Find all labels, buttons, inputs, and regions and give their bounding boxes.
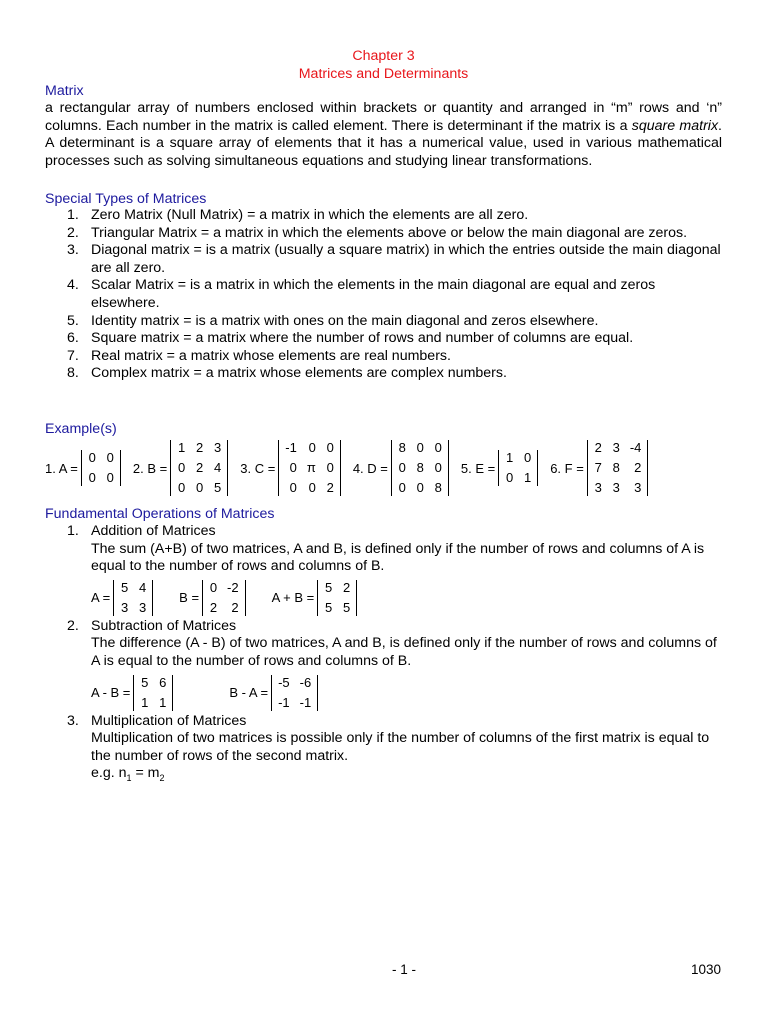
matrix-definition-part-b: . A determinant is a square array of elements that it has a numerical value, used in various mathematical processes such as solving simultaneous equations and studying linear transformations. [45,117,722,169]
list-item-text: Real matrix = a matrix whose elements are real numbers. [91,347,451,364]
list-item [45,242,722,277]
list-item-text: Complex matrix = a matrix whose elements are complex numbers. [91,365,507,382]
addition-matrices [91,580,722,616]
matrix [202,580,246,616]
matrix-cell: 2 [231,599,239,615]
matrix-label: 6. F = [550,460,584,476]
list-item-text: Zero Matrix (Null Matrix) = a matrix in which the elements are all zero. [91,207,529,223]
matrix-cell: 6 [159,674,167,690]
matrix-cell: 0 [398,460,406,475]
special-types-heading: Special Types of Matrices [45,191,207,207]
matrix-item [45,450,121,486]
operation-subtraction [45,618,722,711]
matrix-cell: 0 [178,460,186,475]
matrix-cell: 0 [398,480,406,495]
matrix-cell: -1 [285,440,297,455]
matrix [498,450,538,486]
operation-number: 1. [67,523,79,539]
matrix-cell: 0 [289,460,297,475]
eg-subscript-2: 2 [159,773,165,784]
matrix-cell: 0 [308,480,316,495]
matrix-cell: 0 [434,460,442,475]
matrix-cell: 2 [343,579,351,595]
operation-number: 3. [67,712,79,729]
matrix-cell: 7 [594,460,602,475]
list-item [45,207,722,225]
matrix-cell: 0 [326,460,334,475]
operation-title: Subtraction of Matrices [91,617,237,634]
list-item-text: Triangular Matrix = a matrix in which the elements above or below the main diagonal are zeros. [91,224,688,241]
matrix-item [179,580,245,616]
matrix-cell: 0 [178,480,186,495]
matrix-item [353,440,449,496]
matrix-label: 4. D = [352,460,388,476]
matrix [81,450,121,486]
matrix-cell: 2 [326,480,334,495]
matrix-cell: 0 [326,440,334,455]
matrix [170,440,228,496]
list-item-number: 1. [67,207,79,223]
matrix-cell: 2 [196,440,204,455]
matrix-item [461,450,538,486]
operation-description: Multiplication of two matrices is possible only if the number of columns of the first matrix is equal to the number of rows of the second matrix. [91,730,710,764]
matrix-cell: 5 [325,599,333,615]
list-item [45,330,722,348]
matrix-cell: 8 [612,460,620,475]
list-item-text: Scalar Matrix = is a matrix in which the elements in the main diagonal are equal and zeros elsewhere. [91,277,656,311]
matrix-cell: -2 [227,579,239,595]
matrix-cell: 0 [88,470,96,485]
list-item [45,365,722,383]
matrix-cell: -6 [299,674,312,690]
matrix-item [133,440,228,496]
matrix-cell: 3 [612,440,620,455]
matrix-item [91,580,153,616]
matrix-cell: 0 [209,579,218,595]
operation-multiplication [45,713,722,788]
matrix [113,580,153,616]
matrix-definition-emphasis: square matrix [631,117,719,134]
matrix-cell: 8 [434,480,442,495]
special-types-list [45,207,722,383]
matrix-cell: π [306,460,316,475]
matrix-cell: -4 [629,440,642,455]
matrix-item [240,440,341,496]
matrix-cell: -1 [278,694,290,710]
operations-heading: Fundamental Operations of Matrices [45,506,275,522]
matrix-cell: 0 [505,470,514,485]
chapter-title: Matrices and Determinants [298,66,469,82]
subtraction-matrices [91,675,722,711]
matrix [133,675,173,711]
matrix-cell: 4 [214,460,222,475]
matrix-cell: 0 [88,450,96,465]
operation-number: 2. [67,617,79,634]
matrix-cell: 2 [209,599,218,615]
matrix-cell: 8 [398,440,406,455]
matrix [317,580,357,616]
matrix [391,440,449,496]
list-item [45,313,722,331]
matrix-cell: 3 [634,480,642,495]
matrix-cell: 2 [634,460,642,475]
matrix-label: A - B = [91,684,131,700]
matrix-cell: 0 [523,450,532,465]
list-item-number: 3. [67,242,79,259]
operation-description: The difference (A - B) of two matrices, A and B, is defined only if the number of rows and columns of A is equal to the number of rows and columns of B. [91,635,717,669]
examples-matrices [45,440,660,496]
eg-subscript-1: 1 [126,773,132,784]
eg-middle: = m [131,765,160,782]
matrix-cell: -1 [299,694,312,710]
matrix-cell: 2 [594,440,602,455]
matrix-cell: 2 [196,460,204,475]
matrix-label: 5. E = [460,460,496,476]
matrix-cell: 1 [505,450,514,465]
matrix-heading: Matrix [45,83,84,99]
matrix-label: 3. C = [240,460,276,476]
matrix-label: 2. B = [132,460,168,476]
page-number: - 1 - [392,962,417,977]
list-item-text: Square matrix = a matrix where the number of rows and number of columns are equal. [91,330,634,347]
matrix-item [91,675,173,711]
list-item [45,348,722,366]
matrix-label: A + B = [271,589,315,605]
list-item-number: 2. [67,224,79,241]
matrix-cell: 0 [308,440,316,455]
matrix-cell: 3 [120,599,129,615]
matrix-cell: 0 [434,440,442,455]
matrix-item [550,440,648,496]
multiplication-example [91,765,722,787]
matrix-cell: 0 [416,480,424,495]
matrix-cell: 5 [325,579,333,595]
list-item-text: Diagonal matrix = is a matrix (usually a square matrix) in which the entries outside the main diagonal are all zero. [91,242,721,276]
list-item-number: 6. [67,330,79,347]
examples-heading: Example(s) [45,421,117,437]
matrix-cell: -5 [278,674,290,690]
matrix-cell: 3 [138,599,147,615]
operation-description: The sum (A+B) of two matrices, A and B, is defined only if the number of rows and columns of A is equal to the number of rows and columns of B. [91,540,705,575]
list-item-number: 4. [67,277,79,294]
matrix-cell: 0 [106,470,114,485]
matrix-label: 1. A = [45,460,78,476]
list-item-text: Identity matrix = is a matrix with ones on the main diagonal and zeros elsewhere. [91,312,599,329]
matrix-cell: 5 [120,579,129,595]
operation-addition [45,523,722,616]
operations-list [45,523,722,788]
matrix-cell: 3 [612,480,620,495]
matrix-definition [45,100,722,170]
matrix-cell: 1 [141,694,149,710]
matrix-cell: 3 [594,480,602,495]
list-item [45,277,722,312]
matrix-cell: 4 [138,579,147,595]
chapter-number: Chapter 3 [352,48,415,64]
matrix-cell: 0 [106,450,114,465]
matrix-cell: 5 [141,674,149,690]
eg-prefix: e.g. n [91,765,127,782]
matrix-cell: 0 [416,440,424,455]
list-item-number: 5. [67,312,79,329]
list-item-number: 7. [67,347,79,364]
list-item [45,225,722,243]
matrix-item [272,580,358,616]
matrix-cell: 5 [343,599,351,615]
matrix-label: A = [91,589,111,605]
operation-title: Multiplication of Matrices [91,712,247,729]
matrix-cell: 0 [289,480,297,495]
matrix [587,440,649,496]
operation-title: Addition of Matrices [91,523,216,539]
document-code: 1030 [691,962,722,977]
matrix-definition-part-a: a rectangular array of numbers enclosed within brackets or quantity and arranged in “m” rows and ‘n” columns. Each number in the matrix is called element. There is determinant if the matrix is a [45,100,722,134]
matrix [271,675,318,711]
matrix-label: B = [179,589,200,605]
matrix-label: B - A = [229,684,269,700]
matrix-item [229,675,318,711]
matrix-cell: 5 [214,480,222,495]
matrix-cell: 1 [178,440,186,455]
list-item-number: 8. [67,365,79,382]
matrix-cell: 3 [214,440,222,455]
matrix-cell: 1 [159,694,167,710]
matrix-cell: 1 [523,470,532,485]
matrix-cell: 8 [416,460,424,475]
matrix-cell: 0 [196,480,204,495]
matrix [278,440,341,496]
